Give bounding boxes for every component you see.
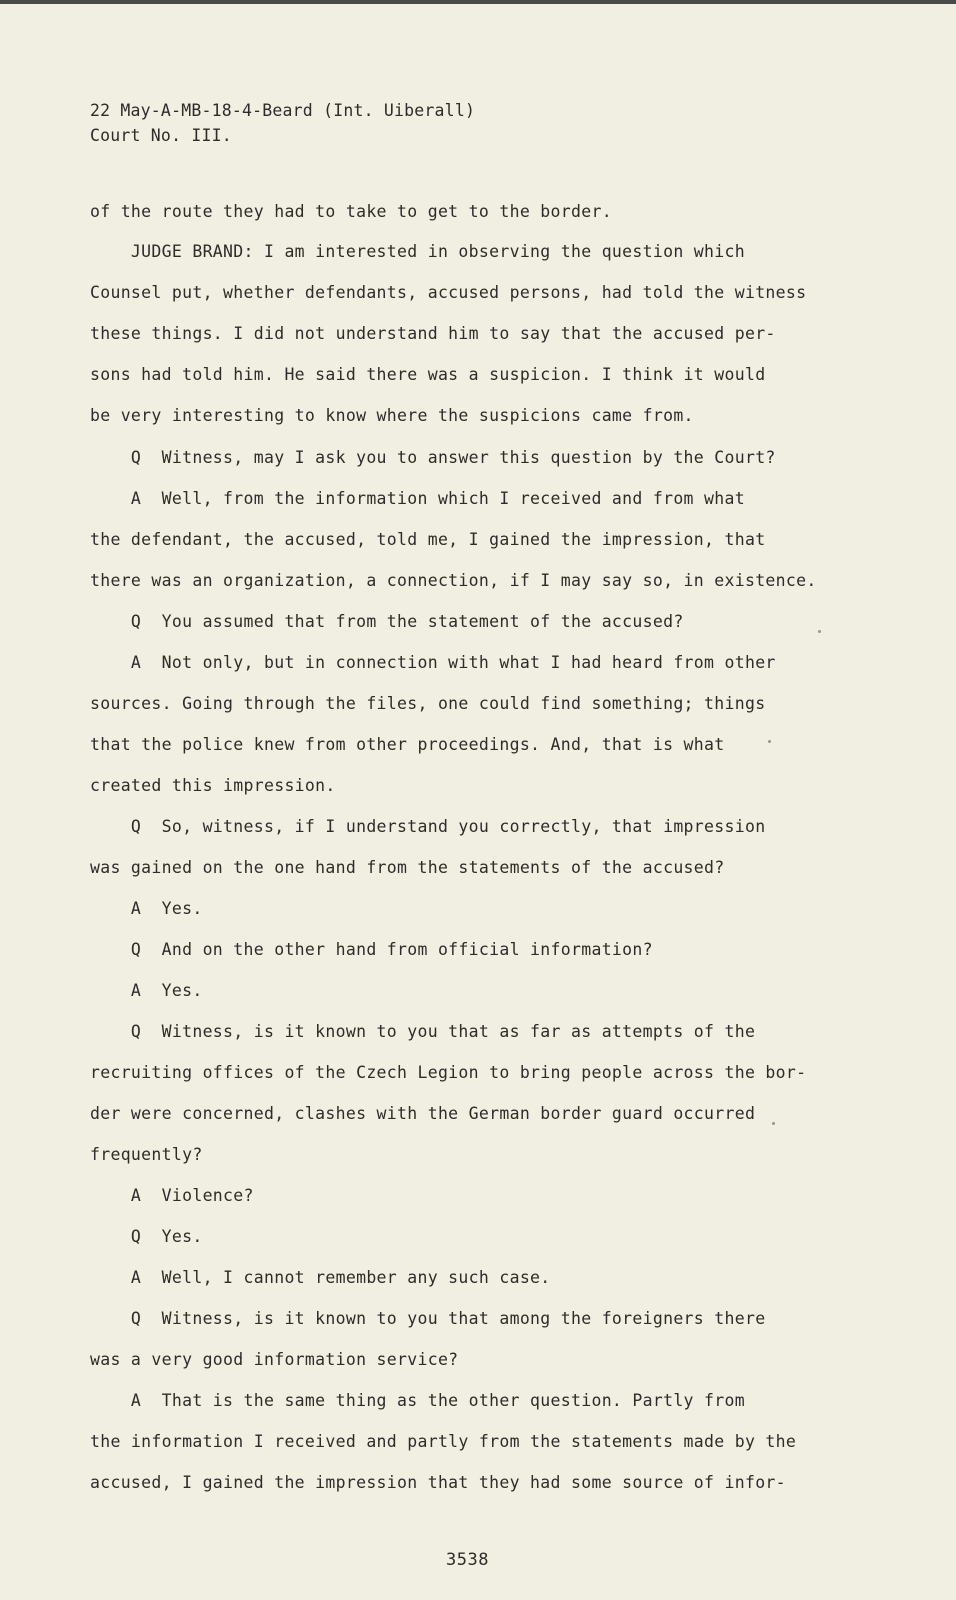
transcript-line: A Yes. xyxy=(90,981,203,1000)
transcript-line: A Violence? xyxy=(90,1186,254,1205)
transcript-line: A Well, I cannot remember any such case. xyxy=(90,1268,551,1287)
transcript-line: accused, I gained the impression that they had some source of infor- xyxy=(90,1473,786,1492)
transcript-line: these things. I did not understand him to say that the accused per- xyxy=(90,324,776,343)
transcript-line: A That is the same thing as the other question. Partly from xyxy=(90,1391,745,1410)
transcript-line: A Yes. xyxy=(90,899,203,918)
transcript-line: that the police knew from other proceedings. And, that is what xyxy=(90,735,725,754)
header-court-number: Court No. III. xyxy=(90,126,232,145)
transcript-line: Q And on the other hand from official information? xyxy=(90,940,653,959)
transcript-line: the defendant, the accused, told me, I gained the impression, that xyxy=(90,530,766,549)
transcript-line: the information I received and partly from the statements made by the xyxy=(90,1432,797,1451)
transcript-line: be very interesting to know where the suspicions came from. xyxy=(90,406,694,425)
transcript-line: Q Witness, is it known to you that as far as attempts of the xyxy=(90,1022,756,1041)
scan-speck xyxy=(818,630,821,633)
transcript-line: A Well, from the information which I received and from what xyxy=(90,489,745,508)
transcript-line: sons had told him. He said there was a suspicion. I think it would xyxy=(90,365,766,384)
transcript-line: of the route they had to take to get to the border. xyxy=(90,202,612,221)
transcript-line: Q You assumed that from the statement of the accused? xyxy=(90,612,684,631)
transcript-line: Counsel put, whether defendants, accused persons, had told the witness xyxy=(90,283,807,302)
scan-top-edge xyxy=(0,0,956,4)
transcript-line: A Not only, but in connection with what I had heard from other xyxy=(90,653,776,672)
document-header xyxy=(90,98,475,148)
transcript-line: Q Witness, is it known to you that among the foreigners there xyxy=(90,1309,766,1328)
transcript-line: Q So, witness, if I understand you correctly, that impression xyxy=(90,817,766,836)
transcript-line: created this impression. xyxy=(90,776,336,795)
transcript-line: der were concerned, clashes with the German border guard occurred xyxy=(90,1104,756,1123)
transcript-line: frequently? xyxy=(90,1145,203,1164)
scan-speck xyxy=(768,740,771,743)
scan-speck xyxy=(772,1122,775,1125)
transcript-line: was a very good information service? xyxy=(90,1350,459,1369)
transcript-line: Q Yes. xyxy=(90,1227,203,1246)
transcript-line: there was an organization, a connection, if I may say so, in existence. xyxy=(90,571,817,590)
transcript-line: Q Witness, may I ask you to answer this question by the Court? xyxy=(90,448,776,467)
transcript-line: was gained on the one hand from the statements of the accused? xyxy=(90,858,725,877)
transcript-line: JUDGE BRAND: I am interested in observing the question which xyxy=(90,242,745,261)
page-number: 3538 xyxy=(446,1550,489,1570)
transcript-line: sources. Going through the files, one could find something; things xyxy=(90,694,766,713)
header-case-reference: 22 May-A-MB-18-4-Beard (Int. Uiberall) xyxy=(90,101,476,120)
transcript-line: recruiting offices of the Czech Legion to bring people across the bor- xyxy=(90,1063,807,1082)
